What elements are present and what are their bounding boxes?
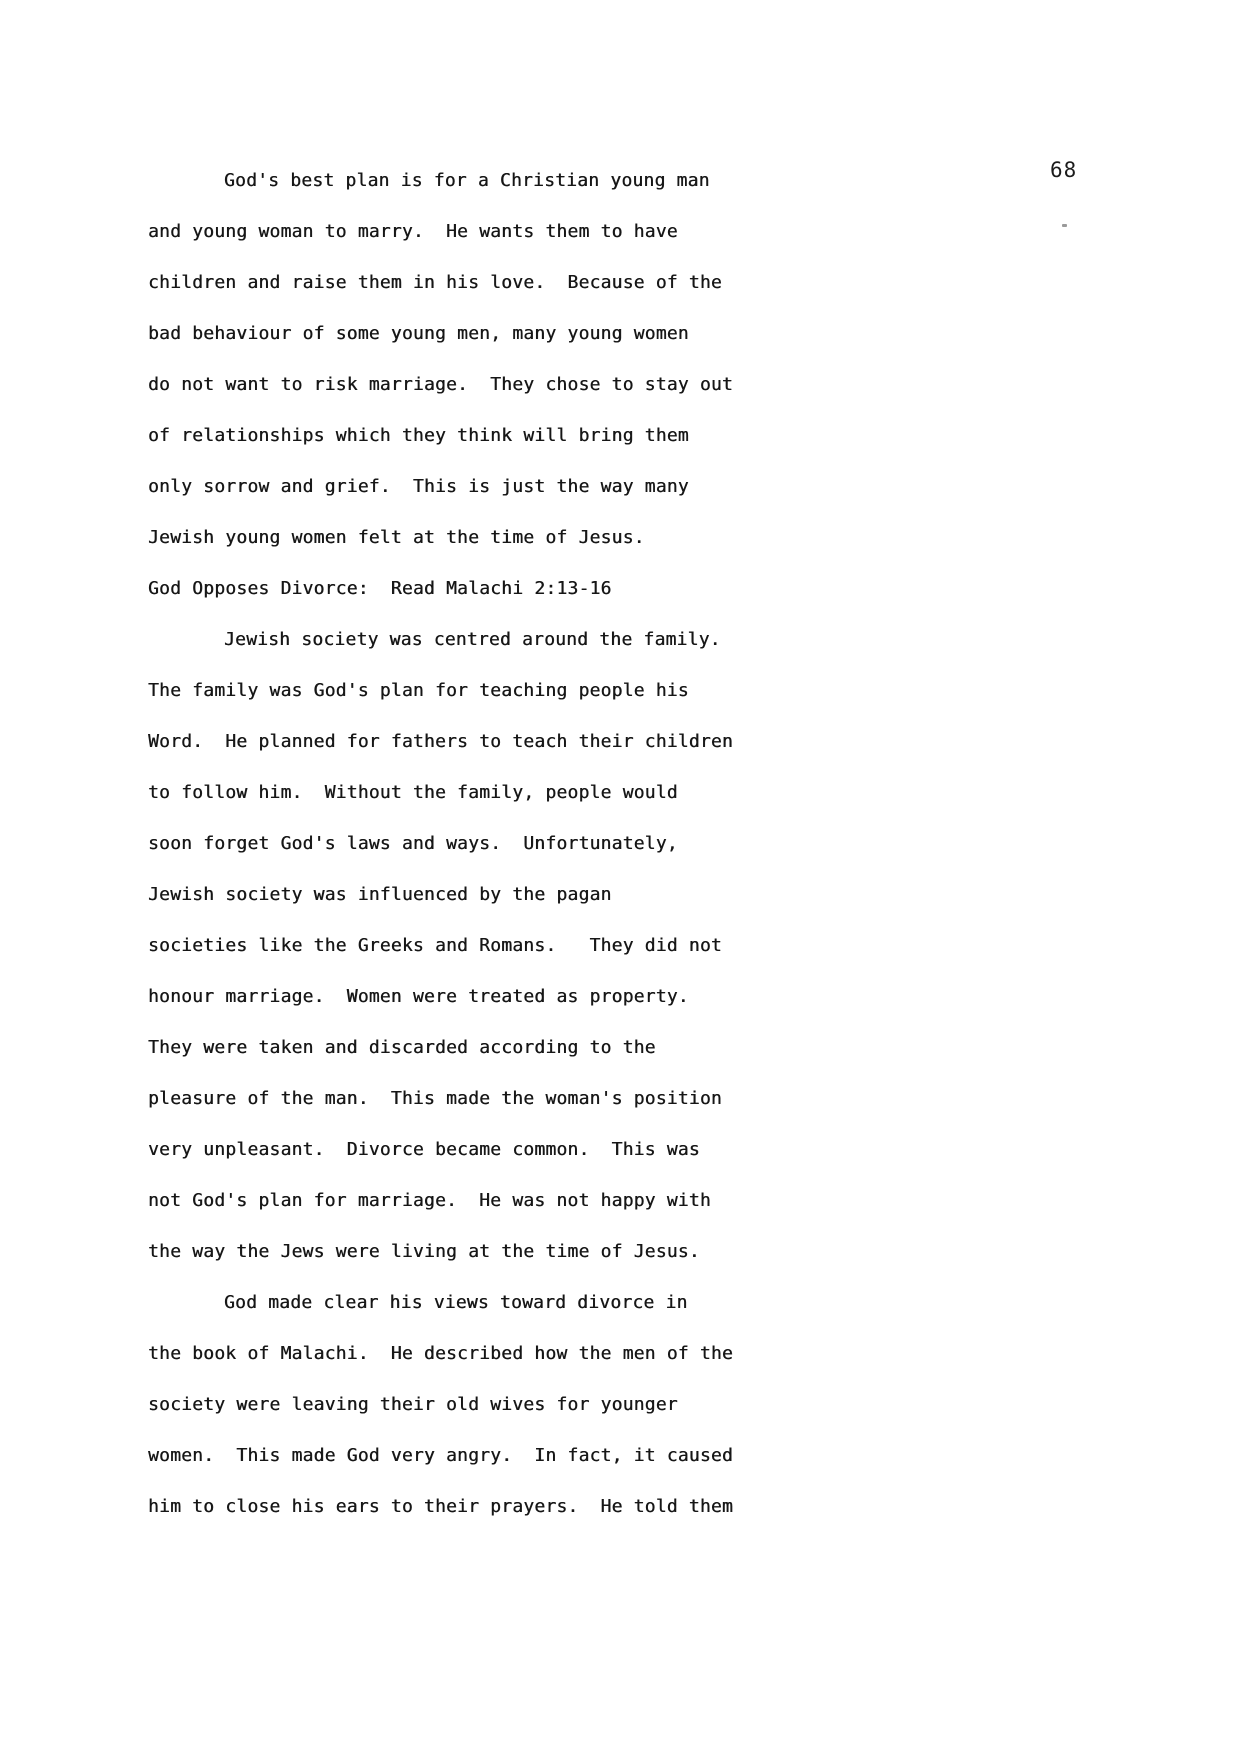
text-line: They were taken and discarded according to the	[148, 1037, 656, 1058]
text-line: and young woman to marry. He wants them to have	[148, 221, 678, 242]
text-line: the way the Jews were living at the time of Jesus.	[148, 1241, 700, 1262]
text-line: Jewish society was centred around the family.	[224, 629, 721, 650]
text-line: the book of Malachi. He described how the men of the	[148, 1343, 733, 1364]
text-line: soon forget God's laws and ways. Unfortunately,	[148, 833, 678, 854]
text-line: Word. He planned for fathers to teach their children	[148, 731, 733, 752]
text-line: pleasure of the man. This made the woman's position	[148, 1088, 722, 1109]
page-number: 68	[1050, 158, 1078, 182]
text-line: God made clear his views toward divorce in	[224, 1292, 688, 1313]
text-line: of relationships which they think will bring them	[148, 425, 689, 446]
text-line: him to close his ears to their prayers. He told them	[148, 1496, 733, 1517]
text-line: Jewish young women felt at the time of Jesus.	[148, 527, 645, 548]
text-line: honour marriage. Women were treated as property.	[148, 986, 689, 1007]
text-line: bad behaviour of some young men, many young women	[148, 323, 689, 344]
text-line: only sorrow and grief. This is just the way many	[148, 476, 689, 497]
text-line: The family was God's plan for teaching people his	[148, 680, 689, 701]
text-line: societies like the Greeks and Romans. They did not	[148, 935, 722, 956]
scan-speck	[1062, 224, 1067, 227]
text-line: God's best plan is for a Christian young man	[224, 170, 710, 191]
section-heading: God Opposes Divorce: Read Malachi 2:13-16	[148, 578, 612, 599]
text-line: to follow him. Without the family, people would	[148, 782, 678, 803]
text-line: very unpleasant. Divorce became common. This was	[148, 1139, 700, 1160]
text-line: not God's plan for marriage. He was not happy with	[148, 1190, 711, 1211]
text-line: society were leaving their old wives for younger	[148, 1394, 678, 1415]
text-line: do not want to risk marriage. They chose to stay out	[148, 374, 733, 395]
text-line: Jewish society was influenced by the pagan	[148, 884, 612, 905]
body-text	[148, 155, 788, 1532]
text-line: women. This made God very angry. In fact, it caused	[148, 1445, 733, 1466]
text-line: children and raise them in his love. Because of the	[148, 272, 722, 293]
